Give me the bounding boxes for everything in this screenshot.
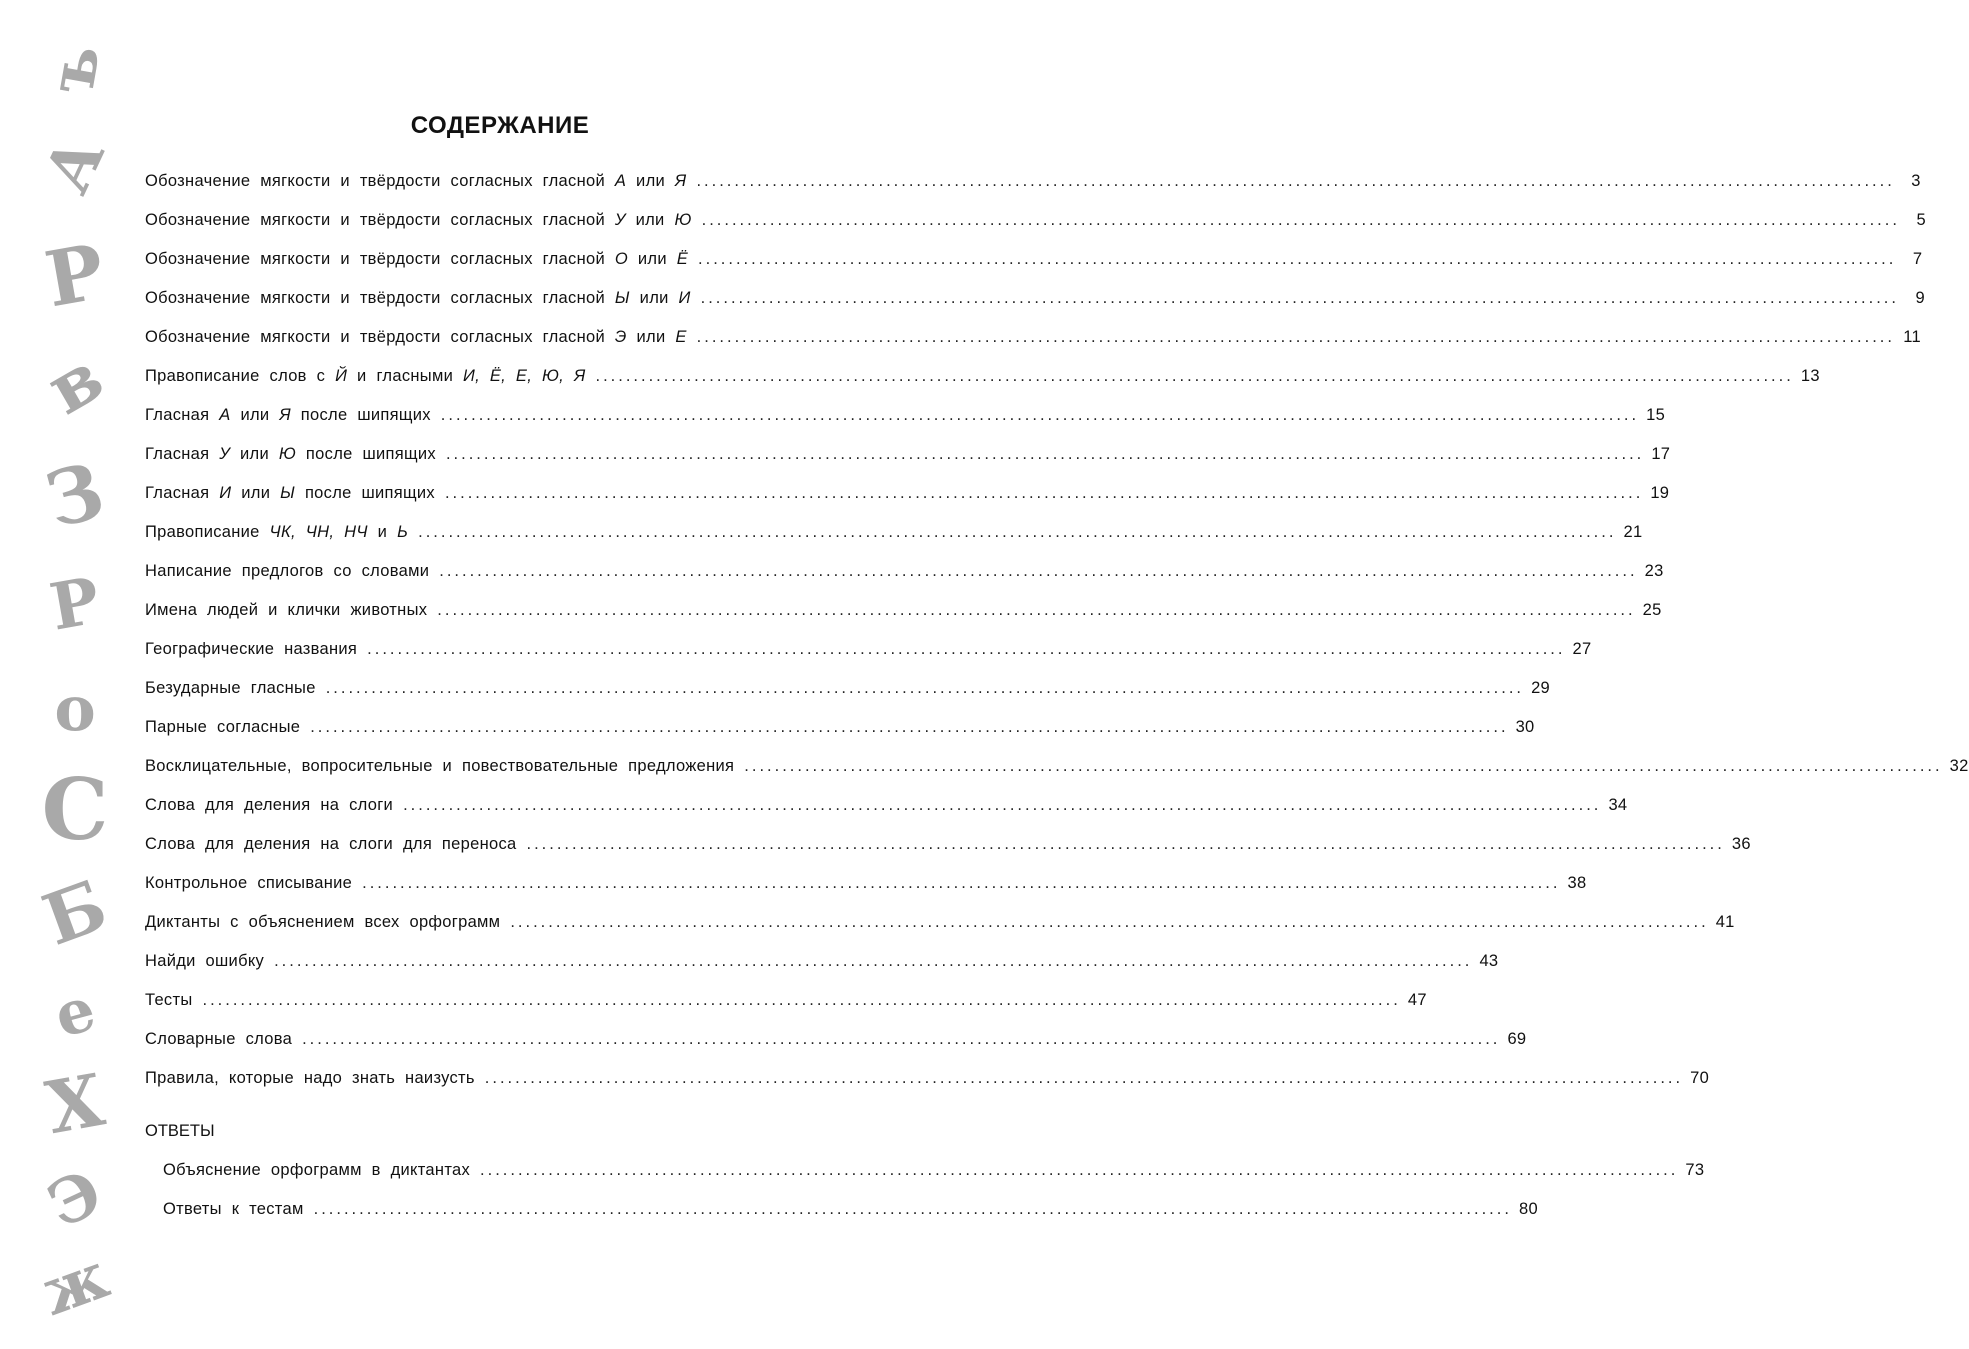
toc-text: и гласными [347,367,463,385]
toc-row[interactable] [145,718,1535,757]
dot-leader: .............................................................................................................................................................. [510,913,1709,931]
dot-leader: .............................................................................................................................................................. [367,640,1566,658]
toc-text: Правила, которые надо знать наизусть [145,1069,475,1087]
toc-text: или [230,406,280,424]
decor-letter: Э [37,1155,113,1243]
page-number: 43 [1479,952,1499,970]
toc-row-label [145,562,429,581]
decor-letter: С [41,760,109,859]
dot-leader: .............................................................................................................................................................. [302,1030,1501,1048]
toc-row-label [145,640,357,659]
toc-text: Имена людей и клички животных [145,601,428,619]
page-number: 47 [1407,991,1427,1009]
toc-row[interactable] [145,679,1551,718]
toc-italic-letter: У [219,445,231,463]
page-number: 3 [1911,172,1921,190]
toc-italic-letter: Ю [674,211,692,229]
page-number: 11 [1903,328,1921,346]
toc-text: или [625,211,675,229]
toc-row[interactable] [145,523,1643,562]
toc-row[interactable] [145,250,1923,289]
decor-letter: в [32,334,117,431]
dot-leader: .............................................................................................................................................................. [701,211,1900,229]
toc-row-label [145,874,352,893]
toc-row-label [145,1069,475,1088]
toc-text: Обозначение мягкости и твёрдости согласных гласной [145,172,615,190]
toc-italic-letter: Ы [614,289,630,307]
toc-text: Найди ошибку [145,952,265,970]
toc-text: Парные согласные [145,718,301,736]
decorative-letter-column [20,28,130,1331]
dot-leader: .............................................................................................................................................................. [526,835,1725,853]
answers-heading: ОТВЕТЫ [145,1122,215,1140]
page-number: 69 [1507,1030,1527,1048]
toc-row-label [145,913,500,932]
toc-text: Гласная [145,445,220,463]
page-number: 7 [1912,250,1923,268]
toc-row[interactable] [145,601,1662,640]
toc-row[interactable] [145,328,1921,367]
toc-text: или [230,445,279,463]
toc-italic-letter: У [614,211,626,229]
toc-row-label [145,952,264,971]
page-number: 21 [1623,523,1643,541]
decor-letter: о [54,672,96,745]
page-number: 5 [1916,211,1926,229]
toc-text: после шипящих [295,484,435,502]
toc-row[interactable] [145,757,1969,796]
page-number: 80 [1518,1200,1538,1218]
toc-row[interactable] [145,913,1735,952]
toc-row-label [163,1200,304,1219]
toc-text: Тесты [145,991,193,1009]
toc-row[interactable] [145,796,1628,835]
dot-leader: .............................................................................................................................................................. [310,718,1509,736]
toc-italic-letter: Э [614,328,627,346]
toc-row[interactable] [145,406,1666,445]
toc-row[interactable] [145,1030,1527,1069]
toc-row[interactable] [145,562,1664,601]
decor-letter: Р [44,563,106,646]
page-number: 36 [1731,835,1751,853]
toc-row[interactable] [145,289,1925,328]
toc-text: Восклицательные, вопросительные и повествовательные предложения [145,757,735,775]
toc-text: Обозначение мягкости и твёрдости согласных гласной [145,211,615,229]
page-number: 41 [1715,913,1735,931]
dot-leader: .............................................................................................................................................................. [437,601,1636,619]
page-number: 30 [1515,718,1535,736]
toc-row-label [145,1030,292,1049]
toc-text: или [231,484,281,502]
answers-entries [145,1161,1705,1239]
page-number: 9 [1915,289,1925,307]
decor-letter: Х [40,1056,110,1151]
toc-italic-letter: Ё [676,250,689,268]
toc-row[interactable] [145,211,1926,250]
dot-leader: .............................................................................................................................................................. [698,250,1897,268]
decor-letter: ж [31,1238,119,1331]
toc-text: после шипящих [290,406,431,424]
toc-italic-letter: И [678,289,691,307]
dot-leader: .............................................................................................................................................................. [362,874,1561,892]
toc-text: Словарные слова [145,1030,293,1048]
toc-row-label [145,718,300,737]
page-number: 70 [1690,1069,1710,1087]
decor-letter: е [47,974,103,1052]
toc-text: или [626,328,676,346]
toc-row[interactable] [145,835,1751,874]
toc-italic-letter: О [614,250,628,268]
decor-letter: З [36,445,113,546]
toc-italic-letter: Е [675,328,687,346]
toc-italic-letter: Я [279,406,291,424]
toc-row-label [145,367,586,386]
toc-text: Обозначение мягкости и твёрдости согласных гласной [145,289,615,307]
toc-row[interactable] [145,640,1592,679]
toc-row[interactable] [145,172,1921,211]
toc-row-label [163,1161,470,1180]
toc-text: Гласная [145,406,220,424]
toc-text: Объяснение орфограмм в диктантах [163,1161,471,1179]
toc-text: Географические названия [145,640,358,658]
toc-text: после шипящих [296,445,436,463]
toc-row[interactable] [163,1161,1705,1200]
dot-leader: .............................................................................................................................................................. [595,367,1794,385]
toc-italic-letter: ЧК, ЧН, НЧ [269,523,368,541]
toc-text: Безударные гласные [145,679,316,697]
page-number: 25 [1642,601,1662,619]
toc-text: или [629,289,679,307]
toc-italic-letter: Ю [278,445,297,463]
toc-italic-letter: И, Ё, Е, Ю, Я [462,367,586,385]
page-number: 19 [1650,484,1670,502]
dot-leader: .............................................................................................................................................................. [480,1161,1679,1179]
page-number: 32 [1949,757,1969,775]
decor-letter: Р [39,226,111,325]
toc-row-label [145,484,435,503]
table-of-contents [145,172,1969,1239]
dot-leader: .............................................................................................................................................................. [403,796,1602,814]
toc-text: Написание предлогов со словами [145,562,430,580]
toc-text: Диктанты с объяснением всех орфограмм [145,913,501,931]
dot-leader: .............................................................................................................................................................. [439,562,1638,580]
page-number: 29 [1531,679,1551,697]
toc-row-label [145,250,688,269]
dot-leader: .............................................................................................................................................................. [325,679,1525,697]
toc-row-label [145,211,692,230]
toc-row-label [145,601,427,620]
page-number: 17 [1651,445,1671,463]
toc-text: Обозначение мягкости и твёрдости согласных гласной [145,328,615,346]
toc-row-label [145,796,393,815]
toc-row-label [145,679,316,698]
toc-row-label [145,757,734,776]
toc-row[interactable] [145,991,1427,1030]
dot-leader: .............................................................................................................................................................. [696,328,1895,346]
toc-entries [145,172,1969,1108]
toc-text: или [626,172,675,190]
toc-text: Правописание слов с [145,367,336,385]
toc-text: Слова для деления на слоги [145,796,394,814]
toc-text: или [628,250,677,268]
dot-leader: .............................................................................................................................................................. [202,991,1401,1009]
dot-leader: .............................................................................................................................................................. [274,952,1473,970]
decor-letter: ъ [34,39,115,99]
page-number: 15 [1646,406,1666,424]
toc-row[interactable] [145,484,1670,523]
toc-row-label [145,328,687,347]
dot-leader: .............................................................................................................................................................. [700,289,1899,307]
toc-row-label [145,172,686,191]
dot-leader: .............................................................................................................................................................. [440,406,1640,424]
toc-row-label [145,991,193,1010]
toc-row[interactable] [145,874,1587,913]
toc-text: Обозначение мягкости и твёрдости согласных гласной [145,250,615,268]
page-number: 13 [1800,367,1820,385]
toc-italic-letter: И [219,484,232,502]
toc-text: Ответы к тестам [163,1200,304,1218]
dot-leader: .............................................................................................................................................................. [313,1200,1512,1218]
dot-leader: .............................................................................................................................................................. [445,445,1645,463]
toc-italic-letter: Я [674,172,687,190]
toc-row-label [145,523,408,542]
toc-row-label [145,406,431,425]
toc-row[interactable] [145,367,1820,406]
decor-letter: Б [32,863,118,962]
toc-text: и [367,523,398,541]
dot-leader: .............................................................................................................................................................. [444,484,1644,502]
toc-text: Слова для деления на слоги для переноса [145,835,517,853]
page-number: 34 [1608,796,1628,814]
toc-row-label [145,445,436,464]
toc-text: Правописание [145,523,270,541]
toc-row-label [145,289,691,308]
toc-text: Гласная [145,484,220,502]
decor-letter: А [29,125,120,205]
toc-italic-letter: Ь [397,523,409,541]
toc-row[interactable] [145,445,1671,484]
toc-italic-letter: А [219,406,231,424]
toc-row[interactable] [145,1069,1710,1108]
page-title: СОДЕРЖАНИЕ [410,112,590,139]
dot-leader: .............................................................................................................................................................. [418,523,1617,541]
dot-leader: .............................................................................................................................................................. [696,172,1895,190]
page-number: 27 [1572,640,1592,658]
toc-row[interactable] [145,952,1499,991]
dot-leader: .............................................................................................................................................................. [744,757,1943,775]
toc-row-label [145,835,517,854]
toc-italic-letter: Ы [280,484,296,502]
toc-text: Контрольное списывание [145,874,353,892]
toc-italic-letter: Й [335,367,348,385]
page-number: 73 [1685,1161,1705,1179]
toc-row[interactable] [163,1200,1538,1239]
dot-leader: .............................................................................................................................................................. [484,1069,1684,1087]
toc-italic-letter: А [614,172,627,190]
page-number: 38 [1567,874,1587,892]
page-number: 23 [1644,562,1664,580]
